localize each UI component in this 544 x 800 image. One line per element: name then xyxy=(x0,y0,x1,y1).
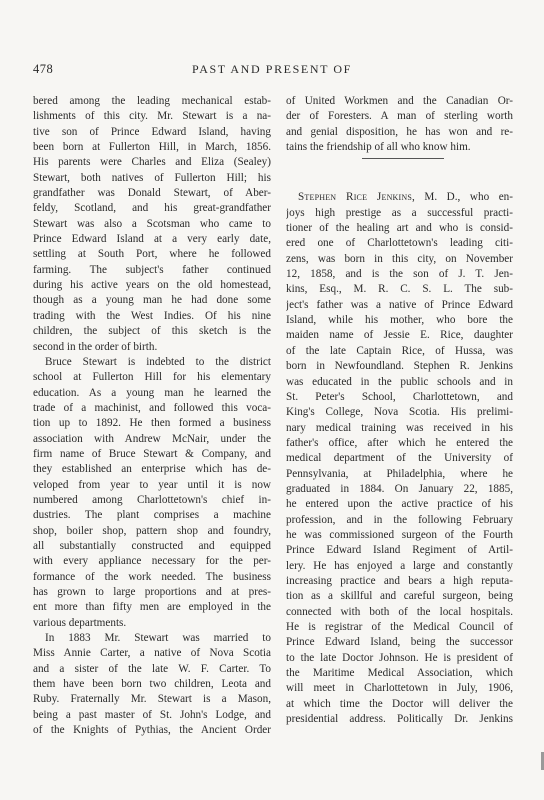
text-line: Ruby. Fraternally Mr. Stewart is a Mason, xyxy=(33,693,271,706)
text-line: Prince Edward Island, being the successor xyxy=(286,636,513,649)
text-line: born in Newfoundland. Stephen R. Jenkins xyxy=(286,360,513,373)
right-column xyxy=(286,94,513,727)
text-line: tion as a skillful and careful surgeon, being xyxy=(286,590,513,603)
text-line: Stewart, both natives of Fullerton Hill; his xyxy=(33,171,271,184)
text-line: Stewart was also a Scotsman who came to xyxy=(33,217,271,230)
text-line: presidential address. Politically Dr. Jenkins xyxy=(286,713,513,726)
text-line: association with Andrew McNair, under the xyxy=(33,432,271,445)
text-line: Bruce Stewart is indebted to the district xyxy=(45,355,271,368)
text-line: tive son of Prince Edward Island, having xyxy=(33,125,271,138)
text-line: and genial disposition, he has won and re- xyxy=(286,125,513,138)
text-line: being a past master of St. John's Lodge, and xyxy=(33,708,271,721)
text-line: farming. The subject's father continued xyxy=(33,263,271,276)
text-line: der of Foresters. A man of sterling worth xyxy=(286,110,513,123)
text-line: medical department of the University of xyxy=(286,452,513,465)
text-line: kins, Esq., M. R. C. S. L. The sub- xyxy=(286,283,513,296)
text-line: shop, boiler shop, pattern shop and foundry, xyxy=(33,524,271,537)
text-line: of United Workmen and the Canadian Or- xyxy=(286,95,513,107)
text-line: increasing practice and bears a high reputa- xyxy=(286,574,513,587)
text-line: was educated in the public schools and in xyxy=(286,375,513,388)
text-line: profession, and in the following February xyxy=(286,513,513,526)
text-line: them have been born two children, Leota and xyxy=(33,678,271,691)
text-line: children, the subject of this sketch is the xyxy=(33,325,271,338)
text-line: ent more than fifty men are employed in the xyxy=(33,601,271,614)
text-line: will meet in Charlottetown in July, 1906, xyxy=(286,682,513,695)
text-line: of the late Captain Rice, of Hussa, was xyxy=(286,344,513,357)
text-line: 12, 1858, and is the son of J. T. Jen- xyxy=(286,268,513,281)
text-line: Prince Edward Island Regiment of Artil- xyxy=(286,544,513,557)
text-line: feldy, Scotland, and his great-grandfather xyxy=(33,202,271,215)
text-line: lishments of this city. Mr. Stewart is a na- xyxy=(33,110,271,123)
text-line: though as a young man he had done some xyxy=(33,294,271,307)
section-name: Stephen Rice Jenkins xyxy=(298,191,413,204)
text-line: King's College, Nova Scotia. His prelimi- xyxy=(286,406,513,419)
text-line: numbered among Charlottetown's chief in- xyxy=(33,493,271,506)
right-column-top-text xyxy=(286,94,513,155)
text-line: second in the order of birth. xyxy=(33,340,158,353)
text-line: school at Fullerton Hill for his elementary xyxy=(33,371,271,384)
page-header xyxy=(0,62,544,82)
text-line: during his active years on the old homestead, xyxy=(33,279,271,292)
text-line: joys high prestige as a successful practi- xyxy=(286,206,513,219)
text-line: zens, was born in this city, on November xyxy=(286,252,513,265)
text-line: ered one of Charlottetown's leading citi- xyxy=(286,237,513,250)
text-line: connected with both of the local hospitals. xyxy=(286,605,513,618)
text-line: he was commissioned surgeon of the Fourth xyxy=(286,528,513,541)
text-line: at which time the Doctor will deliver the xyxy=(286,697,513,710)
text-line: nary medical training was received in his xyxy=(286,421,513,434)
page-number: 478 xyxy=(33,62,54,76)
text-line: firm name of Bruce Stewart & Company, and xyxy=(33,447,271,460)
text-line: He is registrar of the Medical Council of xyxy=(286,621,513,633)
text-line: he entered upon the active practice of his xyxy=(286,498,513,511)
text-line: has grown to large proportions and at pres- xyxy=(33,586,271,598)
text-line: all substantially constructed and equipped xyxy=(33,539,271,552)
text-line: been born at Fullerton Hill, in March, 1856. xyxy=(33,141,271,154)
text-line: and a sister of the late W. F. Carter. To xyxy=(33,662,271,675)
section-first-line xyxy=(286,190,513,205)
text-line: St. Peter's School, Charlottetown, and xyxy=(286,390,513,403)
text-line: various departments. xyxy=(33,616,127,629)
right-column-bottom-text xyxy=(286,206,513,728)
text-line: His parents were Charles and Eliza (Sealey) xyxy=(33,156,271,169)
section-first-line-rest: , M. D., who en- xyxy=(412,191,513,204)
left-column xyxy=(33,94,271,738)
text-line: Miss Annie Carter, a native of Nova Scotia xyxy=(33,647,271,660)
text-line: of the Knights of Pythias, the Ancient Order xyxy=(33,724,271,737)
text-line: Pennsylvania, at Philadelphia, where he xyxy=(286,467,513,480)
text-line: tains the friendship of all who know him. xyxy=(286,141,471,154)
running-title: PAST AND PRESENT OF xyxy=(192,62,352,76)
text-line: grandfather was Donald Stewart, of Aber- xyxy=(33,187,271,200)
text-line: settling at South Port, where he followed xyxy=(33,248,271,261)
text-line: dustries. The plant comprises a machine xyxy=(33,509,271,522)
text-line: father's office, after which he entered the xyxy=(286,436,513,449)
text-line: to the late Doctor Johnson. He is president of xyxy=(286,651,513,664)
text-line: formance of the work needed. The business xyxy=(33,570,271,583)
text-line: with every appliance necessary for the per- xyxy=(33,555,271,568)
section-gap xyxy=(286,155,513,190)
text-line: the Maritime Medical Association, which xyxy=(286,667,513,680)
text-line: trading with the West Indies. Of his nine xyxy=(33,309,271,322)
text-line: veloped from year to year until it is now xyxy=(33,478,271,491)
text-line: they established an enterprise which has de- xyxy=(33,463,271,476)
text-line: graduated in 1884. On January 22, 1885, xyxy=(286,482,513,495)
text-line: education. As a young man he learned the xyxy=(33,386,271,399)
text-line: tioner of the healing art and who is consid- xyxy=(286,222,513,235)
section-divider xyxy=(362,158,444,159)
text-line: tion up to 1892. He then formed a business xyxy=(33,417,271,430)
text-line: In 1883 Mr. Stewart was married to xyxy=(45,632,271,645)
text-line: Island, while his mother, who bore the xyxy=(286,314,513,327)
text-line: Prince Edward Island at a very early date, xyxy=(33,233,271,246)
text-line: lery. He has enjoyed a large and constantly xyxy=(286,559,513,572)
text-line: trade of a machinist, and followed this voca- xyxy=(33,401,271,414)
text-line: ject's father was a native of Prince Edward xyxy=(286,298,513,311)
text-line: bered among the leading mechanical estab- xyxy=(33,95,271,107)
text-line: maiden name of Jessie E. Rice, daughter xyxy=(286,329,513,342)
